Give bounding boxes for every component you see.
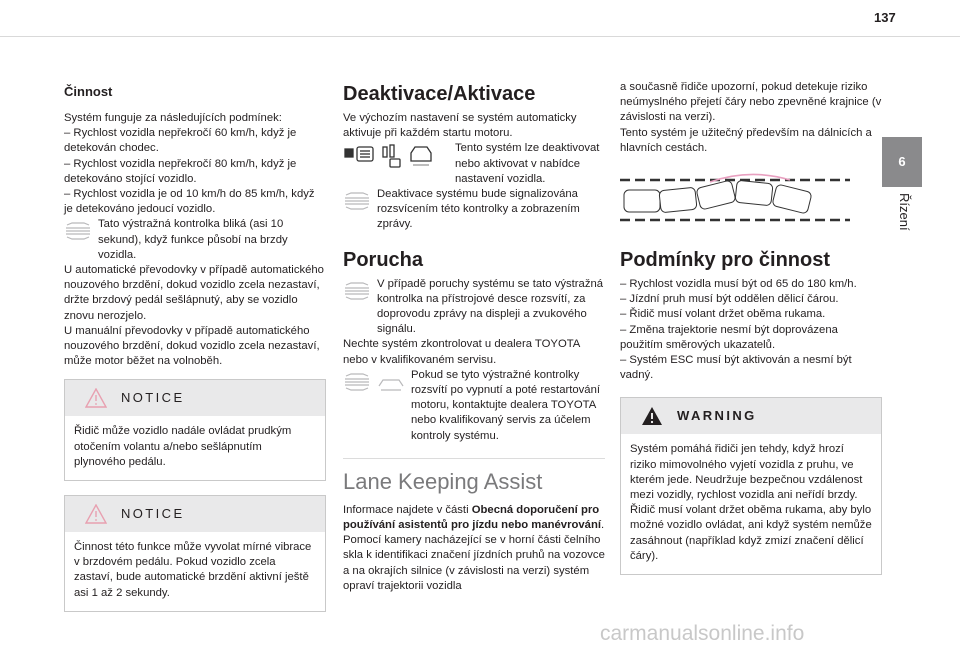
condition-item: – Změna trajektorie nesmí být doprovázena použitím směrových ukazatelů. — [620, 323, 838, 351]
condition-item: – Rychlost vozidla nepřekročí 60 km/h, když je detekován chodec. — [64, 127, 297, 155]
fault-paragraph — [343, 277, 605, 338]
header-divider — [0, 36, 960, 37]
fault-text: V případě poruchy systému se tato výstražná kontrolka na přístrojové desce rozsvítí, za doprovodu zprávy na displeji a zvukového signálu. — [377, 277, 604, 336]
notice-text: Řidič může vozidlo nadále ovládat prudkým otočením volantu a/nebo sešlápnutím plynového pedálu. — [74, 425, 292, 468]
page-number: 137 — [874, 10, 896, 25]
condition-item: – Systém ESC musí být aktivován a nesmí být vadný. — [620, 354, 852, 382]
warning-text-2: Řidič musí volant držet oběma rukama, aby bylo možné vozidlo ovládat, ani když systém nemůže zasáhnout (například když zmizí značení dělicí čáry). — [630, 504, 872, 562]
condition-item: – Rychlost vozidla nepřekročí 80 km/h, když je detekováno stojící vozidlo. — [64, 157, 297, 185]
section-divider — [343, 458, 605, 459]
lka-text: Pomocí kamery nacházející se v horní části čelního skla k identifikaci značení jízdních pruhů na vozovce a na okrajích silnice (v závislosti na verzi) systém opraví trajektorii vozidla — [343, 534, 605, 592]
deactivation-signal-paragraph — [343, 187, 605, 233]
heading-operating-conditions: Podmínky pro činnost — [620, 249, 831, 272]
lka-warning-lamp-icon — [343, 189, 371, 216]
notice-text: Činnost této funkce může vyvolat mírné vibrace v brzdovém pedálu. Pokud vozidlo zcela zastaví, bude automatické brzdění aktivní ještě asi 1 až 2 sekundy. — [74, 541, 312, 599]
warning-triangle-icon — [85, 388, 107, 413]
brake-warning-lamp-icon — [64, 219, 92, 246]
warning-box — [620, 397, 882, 575]
condition-item: – Jízdní pruh musí být oddělen dělicí čárou. — [620, 293, 839, 306]
settings-menu-icons — [343, 143, 451, 176]
lane-keeping-illustration — [620, 170, 882, 237]
lamp-text: Tato výstražná kontrolka bliká (asi 10 sekund), když funkce působí na brzdy vozidla. — [98, 218, 288, 261]
fault-dealer-text: Nechte systém zkontrolovat u dealera TOYOTA nebo v kvalifikovaném servisu. — [343, 338, 580, 366]
lka-usage-text: Tento systém je užitečný především na dálnicích a hlavních cestách. — [620, 126, 872, 154]
condition-item: – Řidič musí volant držet oběma rukama. — [620, 308, 826, 321]
heading-fault: Porucha — [343, 248, 424, 271]
deactivation-text: Ve výchozím nastavení se systém automaticky aktivuje při každém startu motoru. — [343, 112, 577, 140]
column-1 — [64, 80, 326, 612]
conditions-intro: Systém funguje za následujících podmínek: — [64, 112, 282, 124]
column-2 — [343, 83, 605, 594]
watermark: carmanualsonline.info — [600, 622, 805, 645]
chapter-tab[interactable]: 6 — [882, 137, 922, 187]
warning-title: WARNING — [677, 408, 757, 424]
heading-lane-keeping-assist: Lane Keeping Assist — [343, 468, 543, 494]
settings-text: Tento systém lze deaktivovat nebo aktivovat v nabídce nastavení vozidla. — [455, 142, 600, 185]
lka-continued-text: a současně řidiče upozorní, pokud detekuje riziko neúmyslného přejetí čáry nebo zpevněné krajnice (v závislosti na verzi). — [620, 81, 882, 124]
restart-lamps-icon — [343, 370, 407, 397]
condition-item: – Rychlost vozidla je od 10 km/h do 85 km/h, když je detekováno jedoucí vozidlo. — [64, 188, 315, 216]
notice-title: NOTICE — [121, 390, 185, 406]
condition-item: – Rychlost vozidla musí být od 65 do 180 km/h. — [620, 278, 857, 291]
settings-paragraph — [343, 141, 605, 187]
deactivation-signal-text: Deaktivace systému bude signalizována rozsvícením této kontrolky a zobrazením zprávy. — [377, 188, 580, 231]
fault-restart-paragraph — [343, 368, 605, 444]
warning-triangle-icon — [85, 504, 107, 529]
heading-cinnost: Činnost — [64, 84, 113, 99]
fault-restart-text: Pokud se tyto výstražné kontrolky rozsvítí po vypnutí a poté restartování motoru, kontaktujte dealera TOYOTA nebo kvalifikovaný servis za účelem kontroly systému. — [411, 368, 601, 442]
notice-box — [64, 379, 326, 481]
notice-box — [64, 495, 326, 612]
fault-lamp-icon — [343, 279, 371, 306]
manual-transmission-text: U manuální převodovky v případě automatického nouzového brzdění, dokud vozidlo zcela nezastaví, může motor běžet na volnoběh. — [64, 324, 320, 368]
notice-title: NOTICE — [121, 506, 185, 522]
column-3 — [620, 80, 882, 575]
lka-reference: Informace najdete v části Obecná doporučení pro používání asistentů pro jízdu nebo manévrování. — [343, 503, 605, 532]
warning-triangle-icon — [641, 406, 663, 431]
heading-deactivation: Deaktivace/Aktivace — [343, 83, 536, 105]
auto-transmission-text: U automatické převodovky v případě automatického nouzového brzdění, dokud vozidlo zcela nezastaví, držte brzdový pedál sešlápnutý, aby se vozidlo znovu nerozjelo. — [64, 264, 324, 322]
lamp-paragraph — [64, 217, 326, 263]
chapter-label: Řízení — [897, 193, 912, 231]
lka-reference-bold: Obecná doporučení pro používání asistentů pro jízdu nebo manévrování — [343, 503, 601, 532]
warning-text: Systém pomáhá řidiči jen tehdy, když hrozí riziko mimovolného vyjetí vozidla z pruhu, ve kterém jede. Neudržuje bezpečnou vzdálenost mezi vozidly, rychlost vozidla ani neřídí brzdy. — [630, 443, 863, 502]
